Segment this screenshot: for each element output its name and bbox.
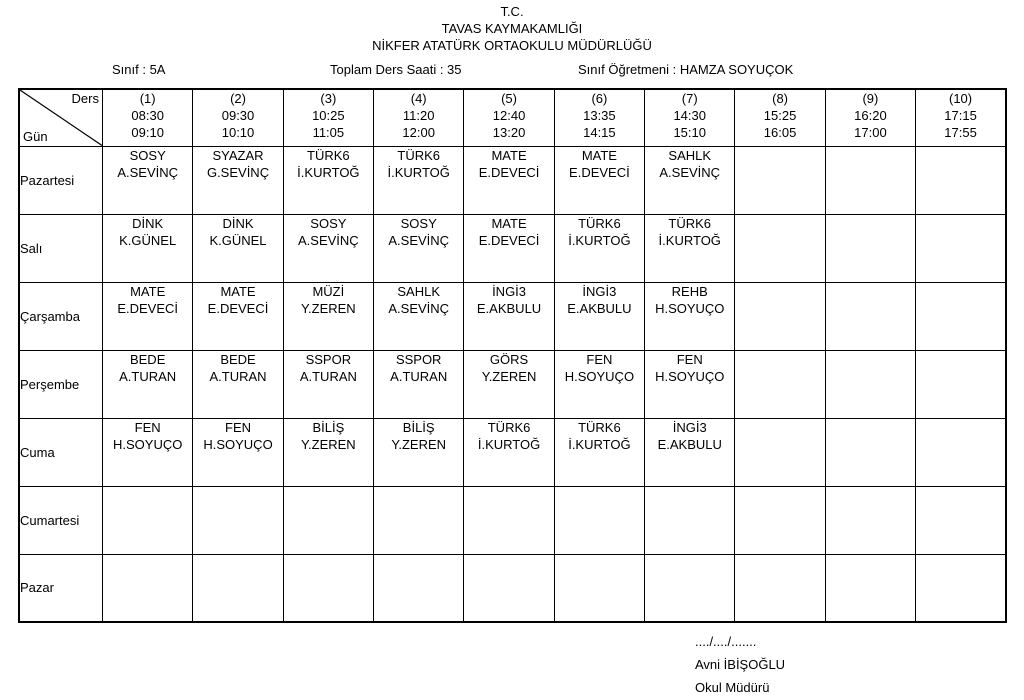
day-row-4 bbox=[19, 350, 1006, 418]
lesson-teacher: A.SEVİNÇ bbox=[298, 232, 359, 248]
class-info: Sınıf : 5A bbox=[112, 62, 166, 77]
lesson-cell bbox=[645, 486, 735, 554]
period-start: 14:30 bbox=[673, 108, 706, 123]
day-row-1 bbox=[19, 146, 1006, 214]
lesson-cell bbox=[735, 350, 825, 418]
period-header-1 bbox=[103, 89, 193, 146]
lesson-teacher: H.SOYUÇO bbox=[655, 368, 725, 384]
period-num: (7) bbox=[681, 91, 698, 106]
lesson-cell bbox=[916, 146, 1006, 214]
lesson-cell bbox=[464, 554, 554, 622]
period-start: 16:20 bbox=[854, 108, 887, 123]
lesson-cell bbox=[916, 486, 1006, 554]
day-row-6 bbox=[19, 486, 1006, 554]
lesson-subject: GÖRS bbox=[489, 351, 529, 367]
lesson-subject: DİNK bbox=[222, 215, 254, 231]
period-start: 15:25 bbox=[763, 108, 797, 123]
lesson-cell bbox=[916, 214, 1006, 282]
lesson-subject: SSPOR bbox=[305, 351, 352, 367]
day-name: Perşembe bbox=[19, 350, 103, 418]
period-header-10 bbox=[916, 89, 1006, 146]
lesson-cell bbox=[554, 146, 644, 214]
period-start: 10:25 bbox=[312, 108, 345, 123]
lesson-teacher: H.SOYUÇO bbox=[564, 368, 635, 384]
signature-block bbox=[695, 630, 785, 699]
corner-label-gun: Gün bbox=[23, 128, 48, 144]
lesson-cell bbox=[103, 282, 193, 350]
period-header-9 bbox=[825, 89, 915, 146]
signature-name: Avni İBİŞOĞLU bbox=[695, 657, 786, 672]
period-num: (10) bbox=[948, 91, 973, 106]
period-num: (3) bbox=[320, 91, 337, 106]
period-num: (5) bbox=[501, 91, 517, 106]
lesson-cell bbox=[374, 214, 464, 282]
lesson-teacher: İ.KURTOĞ bbox=[658, 232, 721, 248]
lesson-teacher: Y.ZEREN bbox=[301, 300, 356, 316]
lesson-cell bbox=[735, 554, 825, 622]
day-row-5 bbox=[19, 418, 1006, 486]
lesson-cell bbox=[916, 418, 1006, 486]
lesson-cell bbox=[825, 214, 915, 282]
day-name: Pazartesi bbox=[19, 146, 103, 214]
lesson-teacher: A.SEVİNÇ bbox=[659, 164, 721, 180]
lesson-subject: MATE bbox=[491, 147, 527, 163]
lesson-cell bbox=[735, 486, 825, 554]
lesson-teacher: Y.ZEREN bbox=[481, 368, 537, 384]
total-hours-info: Toplam Ders Saati : 35 bbox=[330, 62, 462, 77]
period-end: 11:05 bbox=[312, 125, 345, 140]
lesson-cell bbox=[193, 350, 283, 418]
day-row-7 bbox=[19, 554, 1006, 622]
period-end: 13:20 bbox=[492, 125, 526, 140]
header-line-tc: T.C. bbox=[500, 4, 524, 19]
lesson-teacher: G.SEVİNÇ bbox=[206, 164, 270, 180]
lesson-subject: FEN bbox=[676, 351, 703, 367]
lesson-cell bbox=[916, 282, 1006, 350]
lesson-teacher: E.DEVECİ bbox=[117, 300, 179, 316]
lesson-teacher: E.AKBULU bbox=[476, 300, 542, 316]
lesson-subject: SOSY bbox=[310, 215, 347, 231]
lesson-subject: FEN bbox=[225, 419, 252, 435]
lesson-teacher: Y.ZEREN bbox=[391, 436, 447, 452]
lesson-cell bbox=[645, 554, 735, 622]
lesson-subject: SSPOR bbox=[395, 351, 442, 367]
lesson-cell bbox=[374, 486, 464, 554]
timetable-wrapper bbox=[18, 88, 1007, 623]
lesson-cell bbox=[374, 350, 464, 418]
lesson-teacher: İ.KURTOĞ bbox=[568, 232, 631, 248]
lesson-teacher: E.AKBULU bbox=[567, 300, 632, 316]
lesson-cell bbox=[554, 282, 644, 350]
lesson-cell bbox=[825, 486, 915, 554]
lesson-subject: İNGİ3 bbox=[492, 283, 527, 299]
timetable bbox=[18, 88, 1007, 623]
lesson-teacher: A.TURAN bbox=[119, 368, 177, 384]
lesson-cell bbox=[103, 214, 193, 282]
lesson-teacher: K.GÜNEL bbox=[119, 232, 177, 248]
lesson-subject: SOSY bbox=[129, 147, 166, 163]
lesson-teacher: İ.KURTOĞ bbox=[568, 436, 631, 452]
period-header-7 bbox=[645, 89, 735, 146]
lesson-subject: TÜRK6 bbox=[397, 147, 441, 163]
period-end: 14:15 bbox=[583, 125, 616, 140]
lesson-teacher: Y.ZEREN bbox=[301, 436, 356, 452]
lesson-subject: DİNK bbox=[132, 215, 164, 231]
period-start: 17:15 bbox=[944, 108, 977, 123]
period-num: (9) bbox=[862, 91, 879, 106]
lesson-cell bbox=[374, 282, 464, 350]
lesson-subject: TÜRK6 bbox=[578, 419, 621, 435]
lesson-subject: TÜRK6 bbox=[578, 215, 621, 231]
lesson-teacher: E.DEVECİ bbox=[207, 300, 269, 316]
lesson-cell bbox=[193, 146, 283, 214]
lesson-cell bbox=[283, 146, 373, 214]
period-start: 13:35 bbox=[583, 108, 616, 123]
lesson-teacher: A.TURAN bbox=[209, 368, 267, 384]
lesson-cell bbox=[374, 146, 464, 214]
class-teacher-info: Sınıf Öğretmeni : HAMZA SOYUÇOK bbox=[578, 62, 794, 77]
lesson-cell bbox=[283, 486, 373, 554]
period-header-3 bbox=[283, 89, 373, 146]
corner-cell bbox=[19, 89, 103, 146]
lesson-teacher: İ.KURTOĞ bbox=[477, 436, 541, 452]
lesson-teacher: E.AKBULU bbox=[657, 436, 722, 452]
lesson-teacher: A.SEVİNÇ bbox=[388, 232, 450, 248]
lesson-teacher: A.SEVİNÇ bbox=[388, 300, 450, 316]
period-end: 17:00 bbox=[854, 125, 887, 140]
lesson-cell bbox=[554, 350, 644, 418]
period-start: 11:20 bbox=[402, 108, 435, 123]
lesson-cell bbox=[193, 282, 283, 350]
period-start: 12:40 bbox=[492, 108, 526, 123]
lesson-cell bbox=[645, 350, 735, 418]
period-end: 16:05 bbox=[763, 125, 797, 140]
lesson-cell bbox=[374, 418, 464, 486]
lesson-cell bbox=[283, 350, 373, 418]
lesson-cell bbox=[645, 146, 735, 214]
lesson-subject: SAHLK bbox=[397, 283, 441, 299]
lesson-cell bbox=[735, 418, 825, 486]
lesson-teacher: K.GÜNEL bbox=[209, 232, 267, 248]
lesson-cell bbox=[464, 146, 554, 214]
period-header-row bbox=[19, 89, 1006, 146]
lesson-cell bbox=[645, 282, 735, 350]
period-num: (2) bbox=[230, 91, 246, 106]
lesson-subject: BİLİŞ bbox=[402, 419, 435, 435]
lesson-cell bbox=[554, 486, 644, 554]
period-header-6 bbox=[554, 89, 644, 146]
period-end: 17:55 bbox=[944, 125, 977, 140]
period-start: 09:30 bbox=[221, 108, 255, 123]
lesson-cell bbox=[825, 418, 915, 486]
lesson-cell bbox=[374, 554, 464, 622]
day-name: Salı bbox=[19, 214, 103, 282]
lesson-subject: TÜRK6 bbox=[487, 419, 531, 435]
period-end: 15:10 bbox=[673, 125, 706, 140]
lesson-cell bbox=[193, 486, 283, 554]
lesson-cell bbox=[193, 418, 283, 486]
lesson-subject: SOSY bbox=[400, 215, 437, 231]
lesson-subject: BEDE bbox=[220, 351, 256, 367]
lesson-cell bbox=[825, 282, 915, 350]
period-header-4 bbox=[374, 89, 464, 146]
period-header-2 bbox=[193, 89, 283, 146]
lesson-teacher: A.TURAN bbox=[390, 368, 448, 384]
lesson-cell bbox=[464, 486, 554, 554]
lesson-teacher: E.DEVECİ bbox=[478, 232, 540, 248]
lesson-teacher: H.SOYUÇO bbox=[203, 436, 273, 452]
lesson-cell bbox=[283, 214, 373, 282]
lesson-cell bbox=[735, 214, 825, 282]
lesson-teacher: A.TURAN bbox=[299, 368, 357, 384]
period-header-8 bbox=[735, 89, 825, 146]
corner-label-ders: Ders bbox=[71, 91, 99, 106]
lesson-cell bbox=[283, 282, 373, 350]
period-num: (8) bbox=[772, 91, 789, 106]
lesson-subject: FEN bbox=[134, 419, 161, 435]
lesson-subject: MATE bbox=[220, 283, 256, 299]
info-row bbox=[0, 62, 1024, 82]
timetable-body bbox=[19, 146, 1006, 622]
lesson-subject: TÜRK6 bbox=[668, 215, 712, 231]
lesson-cell bbox=[103, 350, 193, 418]
period-num: (6) bbox=[591, 91, 608, 106]
lesson-cell bbox=[916, 554, 1006, 622]
lesson-cell bbox=[825, 554, 915, 622]
lesson-cell bbox=[464, 214, 554, 282]
lesson-cell bbox=[464, 282, 554, 350]
lesson-subject: MATE bbox=[491, 215, 527, 231]
lesson-cell bbox=[464, 350, 554, 418]
lesson-teacher: A.SEVİNÇ bbox=[117, 164, 179, 180]
lesson-teacher: E.DEVECİ bbox=[569, 164, 630, 180]
day-name: Cuma bbox=[19, 418, 103, 486]
lesson-cell bbox=[193, 554, 283, 622]
lesson-cell bbox=[103, 418, 193, 486]
lesson-subject: BİLİŞ bbox=[312, 419, 345, 435]
lesson-cell bbox=[645, 214, 735, 282]
lesson-cell bbox=[283, 418, 373, 486]
lesson-subject: İNGİ3 bbox=[582, 283, 617, 299]
lesson-subject: MÜZİ bbox=[312, 283, 345, 299]
lesson-teacher: H.SOYUÇO bbox=[655, 300, 725, 316]
day-name: Pazar bbox=[19, 554, 103, 622]
lesson-subject: MATE bbox=[130, 283, 166, 299]
lesson-cell bbox=[735, 146, 825, 214]
lesson-subject: SAHLK bbox=[668, 147, 712, 163]
lesson-cell bbox=[103, 554, 193, 622]
day-row-2 bbox=[19, 214, 1006, 282]
lesson-teacher: H.SOYUÇO bbox=[113, 436, 183, 452]
document-header bbox=[0, 3, 1024, 54]
signature-title: Okul Müdürü bbox=[695, 680, 770, 695]
signature-date-line: ..../..../....... bbox=[695, 634, 757, 649]
period-num: (4) bbox=[410, 91, 427, 106]
day-name: Çarşamba bbox=[19, 282, 103, 350]
lesson-cell bbox=[554, 214, 644, 282]
lesson-cell bbox=[103, 486, 193, 554]
header-line-district: TAVAS KAYMAKAMLIĞI bbox=[441, 21, 583, 36]
lesson-cell bbox=[193, 214, 283, 282]
header-line-school: NİKFER ATATÜRK ORTAOKULU MÜDÜRLÜĞÜ bbox=[372, 38, 652, 53]
lesson-cell bbox=[825, 146, 915, 214]
lesson-cell bbox=[283, 554, 373, 622]
lesson-subject: BEDE bbox=[129, 351, 166, 367]
lesson-teacher: E.DEVECİ bbox=[478, 164, 540, 180]
lesson-teacher: İ.KURTOĞ bbox=[387, 164, 450, 180]
lesson-teacher: İ.KURTOĞ bbox=[297, 164, 360, 180]
period-num: (1) bbox=[139, 91, 156, 106]
lesson-cell bbox=[464, 418, 554, 486]
period-end: 12:00 bbox=[402, 125, 435, 140]
lesson-cell bbox=[645, 418, 735, 486]
day-name: Cumartesi bbox=[19, 486, 103, 554]
day-row-3 bbox=[19, 282, 1006, 350]
lesson-subject: TÜRK6 bbox=[307, 147, 350, 163]
lesson-subject: FEN bbox=[586, 351, 613, 367]
period-header-5 bbox=[464, 89, 554, 146]
lesson-subject: SYAZAR bbox=[212, 147, 264, 163]
lesson-cell bbox=[103, 146, 193, 214]
lesson-cell bbox=[735, 282, 825, 350]
period-end: 10:10 bbox=[221, 125, 255, 140]
lesson-cell bbox=[554, 554, 644, 622]
lesson-subject: MATE bbox=[581, 147, 617, 163]
lesson-subject: REHB bbox=[671, 283, 708, 299]
lesson-cell bbox=[916, 350, 1006, 418]
period-end: 09:10 bbox=[131, 125, 164, 140]
lesson-cell bbox=[554, 418, 644, 486]
lesson-cell bbox=[825, 350, 915, 418]
lesson-subject: İNGİ3 bbox=[672, 419, 707, 435]
period-start: 08:30 bbox=[131, 108, 164, 123]
